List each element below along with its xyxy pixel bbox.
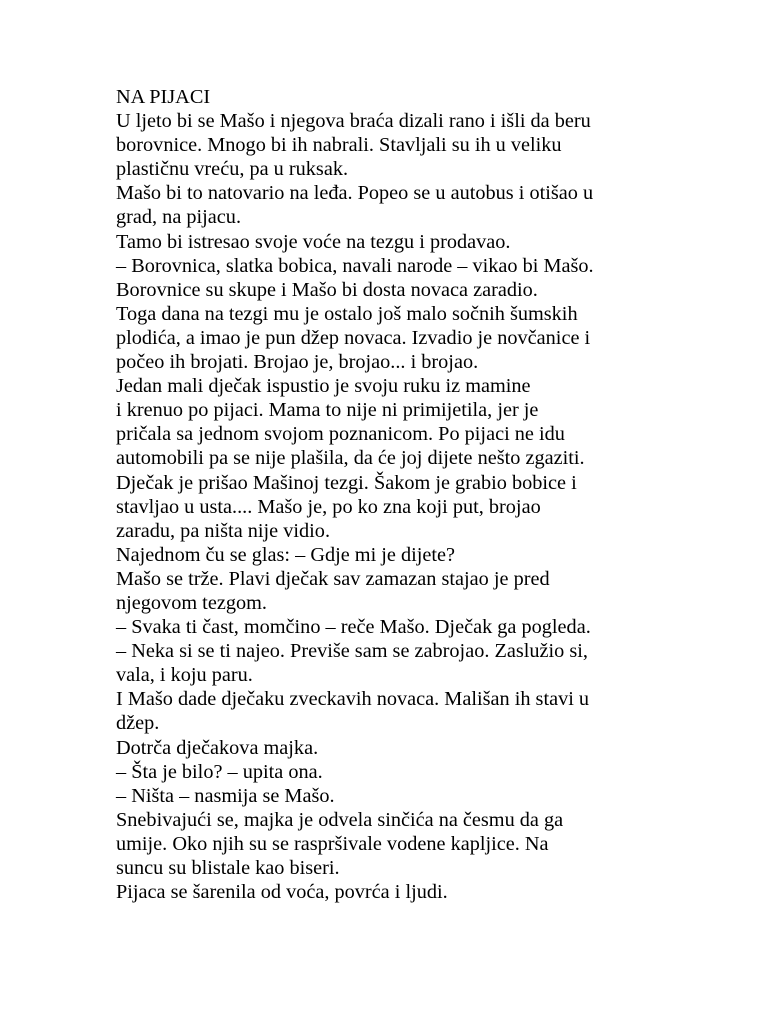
- story-line: Najednom ču se glas: – Gdje mi je dijete?: [116, 543, 456, 566]
- story-line: Mašo se trže. Plavi dječak sav zamazan stajao je pred: [116, 567, 550, 590]
- story-line: plodića, a imao je pun džep novaca. Izvadio je novčanice i: [116, 326, 591, 349]
- story-text: [116, 85, 736, 904]
- story-line: automobili pa se nije plašila, da će joj dijete nešto zgaziti.: [116, 447, 585, 470]
- story-line: – Svaka ti čast, momčino – reče Mašo. Dječak ga pogleda.: [116, 616, 591, 639]
- story-line: umije. Oko njih su se raspršivale vodene kapljice. Na: [116, 832, 549, 855]
- story-line: Borovnice su skupe i Mašo bi dosta novaca zaradio.: [116, 278, 538, 301]
- story-line: i krenuo po pijaci. Mama to nije ni primijetila, jer je: [116, 399, 539, 422]
- story-line: Dječak je prišao Mašinoj tezgi. Šakom je grabio bobice i: [116, 471, 577, 494]
- story-line: – Šta je bilo? – upita ona.: [116, 760, 323, 783]
- story-line: – Neka si se ti najeo. Previše sam se zabrojao. Zaslužio si,: [116, 640, 588, 663]
- story-line: U ljeto bi se Mašo i njegova braća dizali rano i išli da beru: [116, 110, 591, 133]
- story-line: Pijaca se šarenila od voća, povrća i ljudi.: [116, 881, 448, 904]
- story-line: grad, na pijacu.: [116, 206, 242, 229]
- story-title: NA PIJACI: [116, 86, 211, 108]
- story-line: plastičnu vreću, pa u ruksak.: [116, 158, 349, 181]
- story-line: stavljao u usta.... Mašo je, po ko zna koji put, brojao: [116, 495, 541, 518]
- story-line: suncu su blistale kao biseri.: [116, 857, 340, 879]
- story-line: Snebivajući se, majka je odvela sinčića na česmu da ga: [116, 808, 564, 831]
- story-line: pričala sa jednom svojom poznanicom. Po pijaci ne idu: [116, 423, 565, 446]
- story-line: Tamo bi istresao svoje voće na tezgu i prodavao.: [116, 230, 511, 253]
- story-line: I Mašo dade dječaku zveckavih novaca. Mališan ih stavi u: [116, 688, 590, 711]
- story-line: – Borovnica, slatka bobica, navali narode – vikao bi Mašo.: [116, 254, 594, 277]
- story-line: – Ništa – nasmija se Mašo.: [116, 784, 335, 807]
- story-line: zaradu, pa ništa nije vidio.: [116, 519, 331, 542]
- story-line: džep.: [116, 712, 160, 735]
- story-line: Toga dana na tezgi mu je ostalo još malo sočnih šumskih: [116, 302, 578, 325]
- story-line: vala, i koju paru.: [116, 664, 253, 687]
- story-line: njegovom tezgom.: [116, 591, 267, 614]
- story-line: borovnice. Mnogo bi ih nabrali. Stavljali su ih u veliku: [116, 134, 562, 157]
- story-line: počeo ih brojati. Brojao je, brojao... i brojao.: [116, 351, 479, 374]
- story-line: Mašo bi to natovario na leđa. Popeo se u autobus i otišao u: [116, 182, 594, 205]
- story-line: Jedan mali dječak ispustio je svoju ruku iz mamine: [116, 375, 531, 398]
- story-line: Dotrča dječakova majka.: [116, 736, 319, 759]
